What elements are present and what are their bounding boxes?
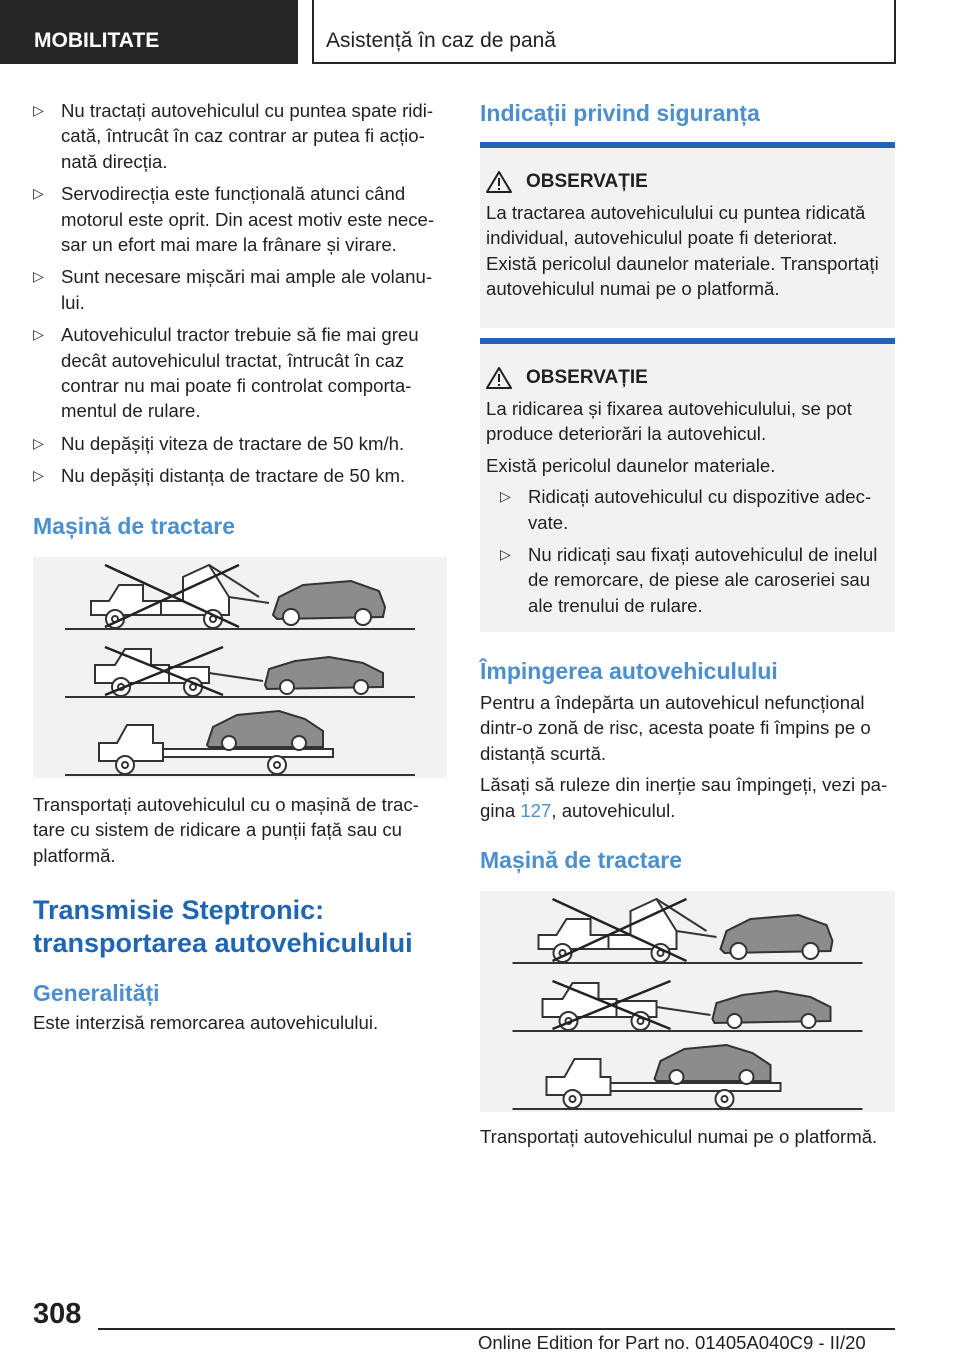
list-item-text: Nu ridicați sau fixați autovehiculul de inelul de remorcare, de piese ale caroseriei sau ale trenului de rulare. (528, 544, 878, 616)
triangle-bullet-icon: ▷ (33, 326, 44, 343)
general-heading: Generalități (33, 979, 160, 1006)
header-section-label: MOBILITATE (34, 29, 160, 52)
tow-truck-heading: Mașină de tractare (480, 847, 682, 874)
left-column (33, 98, 447, 1035)
tow-truck-heading: Mașină de tractare (33, 512, 235, 539)
right-column (480, 98, 895, 1149)
triangle-bullet-icon: ▷ (33, 102, 44, 118)
list-item (33, 463, 447, 488)
towing-rules-list (33, 98, 447, 489)
list-item-text: Sunt necesare mișcări mai ample ale volanu-lui. (61, 266, 433, 313)
footer-edition: Online Edition for Part no. 01405A040C9 - II/20 (478, 1332, 866, 1353)
list-item (33, 431, 447, 456)
list-item (33, 264, 447, 315)
list-item-text: Ridicați autovehiculul cu dispozitive adec-vate. (528, 486, 872, 533)
list-item (33, 98, 447, 174)
triangle-bullet-icon: ▷ (33, 268, 44, 285)
notice-text: La ridicarea și fixarea autovehiculului, se pot produce deteriorări la autovehicul. (486, 398, 852, 445)
list-item-text: Nu depășiți distanța de tractare de 50 km. (61, 465, 406, 487)
list-item (33, 322, 447, 424)
push-text-2 (480, 772, 895, 823)
header-chapter-box (312, 0, 896, 64)
list-item-text: Servodirecția este funcțională atunci când motorul este oprit. Din acest motiv este nece-sar un efort mai mare la frânare și virare. (61, 183, 435, 256)
push-heading: Împingerea autovehiculului (480, 658, 778, 684)
tow-truck-caption: Transportați autovehiculul cu o mașină de trac-tare cu sistem de ridicare a punții față sau cu platformă. (33, 793, 419, 866)
triangle-bullet-icon: ▷ (33, 434, 44, 451)
notice-box-platform (480, 142, 895, 328)
list-item-text: Nu tractați autovehiculul cu puntea spate ridi-cată, întrucât în caz contrar ar putea fi acțio-nată direcția. (61, 100, 434, 172)
tow-truck-drawing (33, 557, 447, 778)
list-item (33, 181, 447, 257)
notice-title (486, 170, 887, 194)
steptronic-heading-line1: Transmisie Steptronic: (33, 894, 325, 925)
notice-text: La tractarea autovehiculului cu puntea ridicată individual, autovehiculul poate fi deteriorat. Există pericolul daunelor materiale. Transportați autovehiculul numai pe o platformă. (486, 202, 879, 300)
triangle-bullet-icon: ▷ (33, 185, 44, 202)
header-section-tab (0, 0, 298, 64)
general-text: Este interzisă remorcarea autovehiculului. (33, 1011, 379, 1033)
header-chapter-label: Asistență în caz de pană (326, 29, 556, 52)
list-item (500, 542, 887, 618)
notice-title-text: OBSERVAȚIE (526, 171, 648, 192)
safety-heading: Indicații privind siguranța (480, 100, 760, 126)
list-item (500, 484, 887, 535)
list-item-text: Nu depășiți viteza de tractare de 50 km/h. (61, 432, 405, 454)
footer-divider (98, 1328, 895, 1330)
triangle-bullet-icon: ▷ (500, 546, 511, 563)
notice-box-lifting (480, 338, 895, 632)
list-item-text: Autovehiculul tractor trebuie să fie mai greu decât autovehiculul tractat, întrucât în caz contrar nu mai poate fi controlat comporta-mentul de rulare. (61, 324, 419, 422)
tow-truck-illustration (33, 557, 447, 778)
push-text-2-post: , autovehiculul. (551, 799, 676, 821)
tow-truck-drawing (480, 891, 895, 1112)
triangle-bullet-icon: ▷ (33, 467, 44, 484)
tow-truck-caption: Transportați autovehiculul numai pe o platformă. (480, 1126, 878, 1148)
triangle-bullet-icon: ▷ (500, 488, 511, 505)
tow-truck-illustration (480, 891, 895, 1112)
push-text-2-pre: Lăsați să ruleze din inerție sau împingeți, vezi pa-gina (480, 774, 888, 821)
notice-title (486, 366, 887, 390)
steptronic-heading-line2: transportarea autovehiculului (33, 927, 413, 958)
push-text: Pentru a îndepărta un autovehicul nefuncțional dintr-o zonă de risc, acesta poate fi împins pe o distanță scurtă. (480, 692, 871, 764)
warning-triangle-icon (486, 366, 512, 390)
notice-title-text: OBSERVAȚIE (526, 367, 648, 388)
page-link[interactable]: 127 (520, 799, 552, 821)
warning-triangle-icon (486, 170, 512, 194)
page-number: 308 (33, 1298, 82, 1330)
steptronic-heading (33, 894, 447, 960)
notice-text: Există pericolul daunelor materiale. (486, 454, 776, 476)
notice-list (486, 484, 887, 618)
